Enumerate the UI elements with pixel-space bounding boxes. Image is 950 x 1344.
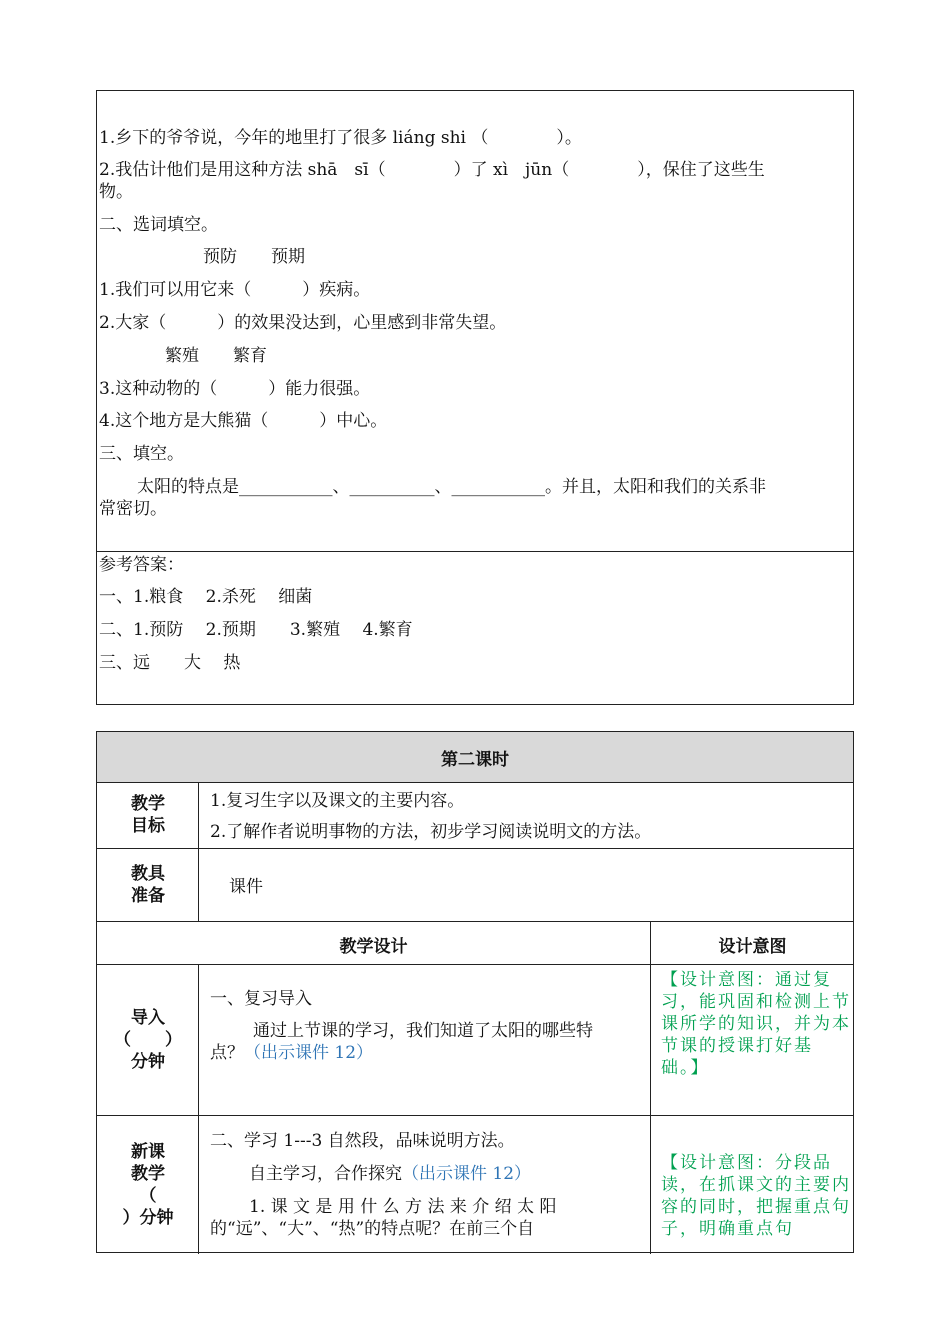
tools-label-line2: 准备 [131,885,165,906]
intro-text-line1: 通过上节课的学习，我们知道了太阳的哪些特 [253,1021,593,1041]
exercise-q3-line2: 常密切。 [99,499,167,519]
answer-2: 二、1.预防 2.预期 3.繁殖 4.繁育 [99,620,413,640]
new-question-line2: 的“远”、“大”、“热”的特点呢？在前三个自 [210,1219,535,1239]
exercise-q3-line1: 太阳的特点是___________、__________、___________。并且，太阳和我们的关系非 [137,477,766,497]
goal-2: 2.了解作者说明事物的方法，初步学习阅读说明文的方法。 [210,822,652,842]
exercise-box [96,90,854,705]
tools-label [97,848,199,921]
exercise-q1-line3: 物。 [99,182,133,202]
exercise-q2-2: 2.大家（ ）的效果没达到，心里感到非常失望。 [99,313,507,333]
word-choices-a: 预防 预期 [203,247,305,267]
intro-label-line2: （ ） [114,1029,182,1050]
row-divider [97,848,853,849]
intro-intent: 【设计意图：通过复习，能巩固和检测上节课所学的知识，并为本节课的授课打好基础。】 [661,970,851,1078]
exercise-q2-4: 4.这个地方是大熊猫（ ）中心。 [99,411,388,431]
design-column-header: 教学设计 [339,937,408,957]
answer-divider [97,551,853,552]
intro-label-line1: 导入 [131,1007,165,1028]
row-divider [97,964,853,965]
tools-label-line1: 教具 [131,863,165,884]
tools-value: 课件 [229,877,263,897]
intro-text-question: 点？ [210,1043,244,1063]
answer-1: 一、1.粮食 2.杀死 细菌 [99,587,313,607]
intent-column-header: 设计意图 [718,937,787,957]
section-title-2: 二、选词填空。 [99,215,218,235]
exercise-q2-1: 1.我们可以用它来（ ）疾病。 [99,280,371,300]
row-divider [97,921,853,922]
new-label-line3: （ [139,1185,157,1206]
new-label-line2: 教学 [131,1163,165,1184]
intro-label-line3: 分钟 [131,1051,165,1072]
new-self-study [249,1163,531,1185]
new-self-study-text: 自主学习，合作探究 [249,1164,402,1184]
intro-text-line2 [210,1042,373,1064]
new-courseware-ref: （出示课件 12） [402,1164,532,1184]
exercise-q1-line2: 2.我估计他们是用这种方法 shā sī（ ）了 xì jūn（ ），保住了这些生 [99,160,765,180]
new-label-line1: 新课 [131,1141,165,1162]
exercise-q2-3: 3.这种动物的（ ）能力很强。 [99,379,371,399]
intro-title: 一、复习导入 [210,989,312,1009]
new-lesson-label [97,1115,199,1254]
word-choices-b: 繁殖 繁育 [165,346,267,366]
goal-1: 1.复习生字以及课文的主要内容。 [210,791,465,811]
lesson-table [96,731,854,1253]
row-divider [97,1115,853,1116]
col-divider [650,921,651,1254]
goals-label [97,782,199,848]
goals-label-line1: 教学 [131,794,165,814]
goals-label-line2: 目标 [131,816,165,836]
new-intent: 【设计意图：分段品读，在抓课文的主要内容的同时，把握重点句子，明确重点句 [661,1153,851,1239]
answer-3: 三、远 大 热 [99,653,241,673]
new-question-line1: 1. 课 文 是 用 什 么 方 法 来 介 绍 太 阳 [249,1197,557,1217]
lesson-header: 第二课时 [97,732,853,782]
row-divider [97,782,853,783]
section-title-3: 三、填空。 [99,444,184,464]
new-title: 二、学习 1---3 自然段，品味说明方法。 [210,1131,515,1151]
exercise-q1-line1: 1.乡下的爷爷说，今年的地里打了很多 liáng shi （ ）。 [99,128,582,148]
new-label-line4: ）分钟 [122,1207,174,1228]
intro-courseware-ref: （出示课件 12） [244,1043,374,1063]
intro-label [97,964,199,1115]
answers-title: 参考答案： [99,555,184,575]
